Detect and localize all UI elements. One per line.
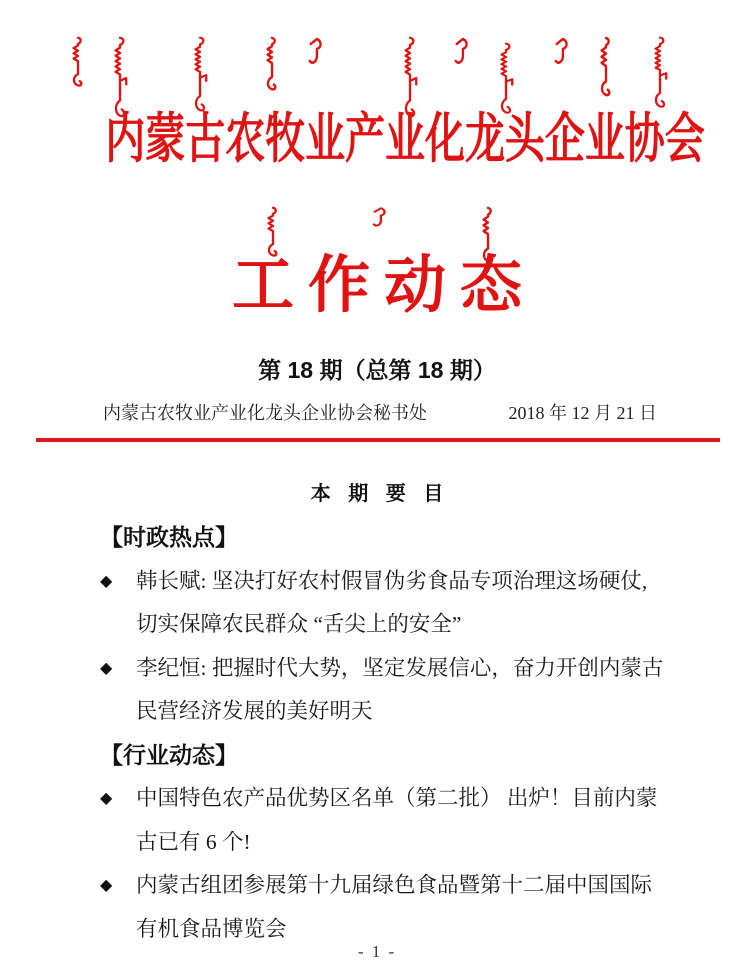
bulletin-title: 工作动态	[231, 251, 536, 320]
diamond-bullet-icon: ◆	[100, 877, 113, 894]
mongolian-script-glyph	[554, 36, 570, 66]
toc-item-line: 韩长赋: 坚决打好农村假冒伪劣食品专项治理这场硬仗,	[136, 568, 648, 593]
issue-date: 2018 年 12 月 21 日	[508, 403, 657, 423]
mongolian-script-glyph	[192, 36, 208, 116]
publisher: 内蒙古农牧业产业化龙头企业协会秘书处	[103, 403, 427, 423]
toc-item-text	[136, 864, 660, 951]
diamond-bullet-icon: ◆	[100, 659, 113, 677]
page-number: - 1 -	[357, 942, 397, 961]
toc-item-text	[136, 777, 660, 864]
toc-item-line: 民营经济发展的美好明天	[136, 699, 373, 723]
toc-item	[100, 560, 660, 647]
masthead-info-row	[103, 399, 657, 425]
toc-item-line: 切实保障农民群众 “舌尖上的安全”	[136, 612, 462, 636]
toc-item-line: 古已有 6 个!	[136, 829, 251, 854]
org-title-text: 内蒙古农牧业产业化龙头企业协会	[105, 109, 705, 169]
section-title-industry: 【行业动态】	[100, 741, 238, 768]
toc-item-line: 内蒙古组团参展第十九届绿色食品暨第十二届中国国际	[136, 873, 653, 897]
section-title-politics: 【时政热点】	[100, 524, 238, 550]
mongolian-script-glyph	[372, 206, 388, 228]
toc-body	[100, 516, 664, 951]
toc-item-text	[136, 647, 663, 734]
diamond-bullet-icon: ◆	[100, 790, 113, 807]
red-divider-rule	[36, 438, 720, 442]
issue-line: 第 18 期（总第 18 期）	[258, 357, 496, 383]
diamond-bullet-icon: ◆	[100, 572, 113, 590]
toc-item	[100, 647, 664, 734]
mongolian-script-glyph	[264, 36, 280, 92]
org-title	[0, 106, 754, 172]
toc-item-text	[136, 560, 660, 647]
toc-item-line: 中国特色农产品优势区名单（第二批） 出炉！目前内蒙	[136, 786, 658, 810]
toc-item-line: 李纪恒: 把握时代大势，坚定发展信心，奋力开创内蒙古	[136, 655, 664, 680]
toc-item	[100, 864, 660, 951]
mongolian-script-glyph	[454, 36, 470, 66]
mongolian-script-glyph	[308, 36, 324, 66]
mongolian-script-glyph	[598, 36, 614, 98]
mongolian-script-glyph	[70, 36, 86, 88]
mongolian-script-glyph	[652, 36, 668, 112]
toc-item	[100, 777, 660, 864]
toc-item-line: 有机食品博览会	[136, 916, 287, 941]
toc-heading: 本 期 要 目	[310, 483, 450, 505]
